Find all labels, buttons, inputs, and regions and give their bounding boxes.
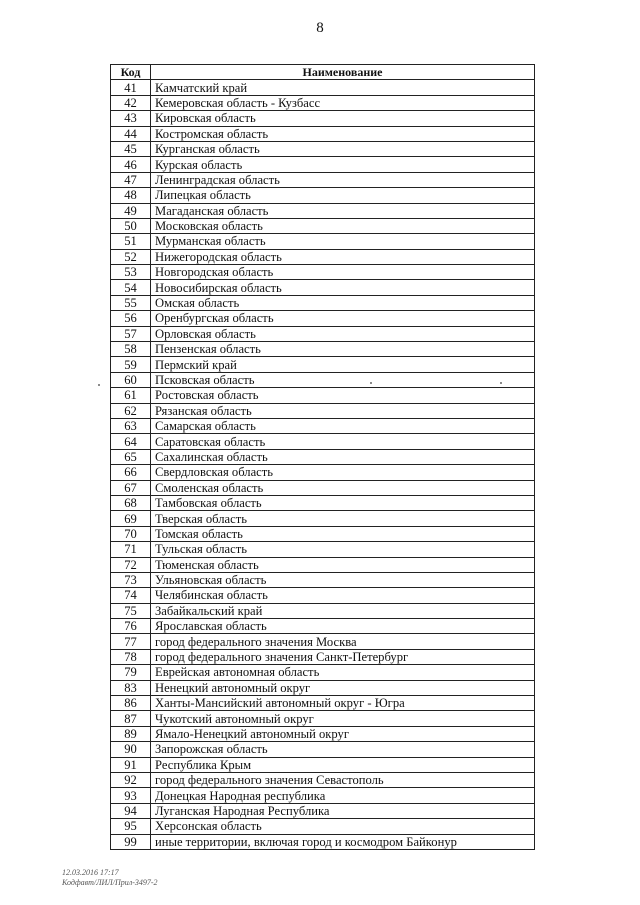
table-row <box>111 603 535 618</box>
region-code-cell: 43 <box>111 111 151 126</box>
table-row <box>111 495 535 510</box>
region-code-cell: 94 <box>111 803 151 818</box>
table-row <box>111 649 535 664</box>
table-row <box>111 111 535 126</box>
table-row <box>111 95 535 110</box>
region-name-cell: Магаданская область <box>151 203 535 218</box>
region-code-cell: 51 <box>111 234 151 249</box>
region-code-cell: 59 <box>111 357 151 372</box>
region-code-cell: 75 <box>111 603 151 618</box>
region-name-cell: Запорожская область <box>151 742 535 757</box>
region-name-cell: Саратовская область <box>151 434 535 449</box>
region-name-cell: Донецкая Народная республика <box>151 788 535 803</box>
region-code-cell: 70 <box>111 526 151 541</box>
region-code-cell: 50 <box>111 218 151 233</box>
region-code-cell: 91 <box>111 757 151 772</box>
table-row <box>111 234 535 249</box>
region-name-cell: Ленинградская область <box>151 172 535 187</box>
region-name-cell: Нижегородская область <box>151 249 535 264</box>
table-row <box>111 557 535 572</box>
table-row <box>111 188 535 203</box>
table-row <box>111 157 535 172</box>
region-name-cell: Орловская область <box>151 326 535 341</box>
region-name-cell: Забайкальский край <box>151 603 535 618</box>
region-name-cell: Тамбовская область <box>151 495 535 510</box>
table-row <box>111 480 535 495</box>
region-code-cell: 86 <box>111 696 151 711</box>
page-number: 8 <box>316 20 324 36</box>
region-code-cell: 78 <box>111 649 151 664</box>
scan-speck <box>98 384 100 386</box>
header-row <box>111 65 535 80</box>
header-name: Наименование <box>151 65 535 80</box>
region-code-cell: 57 <box>111 326 151 341</box>
region-name-cell: город федерального значения Севастополь <box>151 772 535 787</box>
table-row <box>111 141 535 156</box>
region-name-cell: Смоленская область <box>151 480 535 495</box>
region-name-cell: Мурманская область <box>151 234 535 249</box>
footer-timestamp: 12.03.2016 17:17 <box>62 868 119 877</box>
table-row <box>111 634 535 649</box>
region-name-cell: Ростовская область <box>151 388 535 403</box>
region-code-cell: 60 <box>111 372 151 387</box>
region-name-cell: Чукотский автономный округ <box>151 711 535 726</box>
region-name-cell: Тульская область <box>151 542 535 557</box>
region-name-cell: Псковская область <box>151 372 535 387</box>
table-row <box>111 680 535 695</box>
region-name-cell: Самарская область <box>151 418 535 433</box>
table-row <box>111 265 535 280</box>
table-row <box>111 280 535 295</box>
region-code-cell: 55 <box>111 295 151 310</box>
region-code-cell: 52 <box>111 249 151 264</box>
scan-speck <box>370 382 372 384</box>
region-name-cell: Еврейская автономная область <box>151 665 535 680</box>
region-code-cell: 58 <box>111 342 151 357</box>
table-row <box>111 665 535 680</box>
region-name-cell: Ханты-Мансийский автономный округ - Югра <box>151 696 535 711</box>
region-code-cell: 62 <box>111 403 151 418</box>
region-code-cell: 47 <box>111 172 151 187</box>
region-code-cell: 99 <box>111 834 151 849</box>
region-name-cell: Липецкая область <box>151 188 535 203</box>
table-row <box>111 342 535 357</box>
table-row <box>111 819 535 834</box>
region-name-cell: Ярославская область <box>151 619 535 634</box>
table-row <box>111 357 535 372</box>
footer-stamp <box>62 868 158 888</box>
region-name-cell: Сахалинская область <box>151 449 535 464</box>
table-row <box>111 388 535 403</box>
table-row <box>111 326 535 341</box>
region-name-cell: Тюменская область <box>151 557 535 572</box>
table-row <box>111 172 535 187</box>
region-name-cell: Новосибирская область <box>151 280 535 295</box>
table-row <box>111 542 535 557</box>
region-code-cell: 76 <box>111 619 151 634</box>
regions-table <box>110 64 535 850</box>
region-code-cell: 66 <box>111 465 151 480</box>
region-name-cell: Московская область <box>151 218 535 233</box>
region-code-cell: 69 <box>111 511 151 526</box>
table-row <box>111 788 535 803</box>
region-name-cell: Костромская область <box>151 126 535 141</box>
table-row <box>111 126 535 141</box>
table-row <box>111 418 535 433</box>
region-name-cell: Пермский край <box>151 357 535 372</box>
region-name-cell: Челябинская область <box>151 588 535 603</box>
table-row <box>111 372 535 387</box>
region-name-cell: Курганская область <box>151 141 535 156</box>
table-row <box>111 465 535 480</box>
table-row <box>111 403 535 418</box>
table-row <box>111 696 535 711</box>
table-row <box>111 726 535 741</box>
region-name-cell: Камчатский край <box>151 80 535 95</box>
region-name-cell: город федерального значения Москва <box>151 634 535 649</box>
region-code-cell: 64 <box>111 434 151 449</box>
table-row <box>111 572 535 587</box>
header-code: Код <box>111 65 151 80</box>
region-code-cell: 65 <box>111 449 151 464</box>
table-row <box>111 757 535 772</box>
region-code-cell: 42 <box>111 95 151 110</box>
table-row <box>111 742 535 757</box>
region-code-cell: 67 <box>111 480 151 495</box>
region-code-cell: 73 <box>111 572 151 587</box>
region-name-cell: Республика Крым <box>151 757 535 772</box>
region-name-cell: Омская область <box>151 295 535 310</box>
table-row <box>111 449 535 464</box>
region-code-cell: 61 <box>111 388 151 403</box>
table-row <box>111 619 535 634</box>
region-code-cell: 63 <box>111 418 151 433</box>
region-code-cell: 77 <box>111 634 151 649</box>
region-name-cell: Ульяновская область <box>151 572 535 587</box>
region-name-cell: иные территории, включая город и космодром Байконур <box>151 834 535 849</box>
table-row <box>111 803 535 818</box>
table-row <box>111 772 535 787</box>
footer-doc-ref: Кодфавт/ЛИЛ/Прил-3497-2 <box>62 878 158 887</box>
table-row <box>111 80 535 95</box>
region-code-cell: 56 <box>111 311 151 326</box>
region-code-cell: 72 <box>111 557 151 572</box>
region-name-cell: Пензенская область <box>151 342 535 357</box>
region-code-cell: 87 <box>111 711 151 726</box>
region-name-cell: Ямало-Ненецкий автономный округ <box>151 726 535 741</box>
region-name-cell: Ненецкий автономный округ <box>151 680 535 695</box>
region-code-cell: 89 <box>111 726 151 741</box>
region-code-cell: 46 <box>111 157 151 172</box>
table-row <box>111 295 535 310</box>
region-code-cell: 71 <box>111 542 151 557</box>
table-row <box>111 249 535 264</box>
region-name-cell: Луганская Народная Республика <box>151 803 535 818</box>
region-name-cell: Курская область <box>151 157 535 172</box>
region-name-cell: Кемеровская область - Кузбасс <box>151 95 535 110</box>
region-code-cell: 74 <box>111 588 151 603</box>
table-row <box>111 834 535 849</box>
region-code-cell: 54 <box>111 280 151 295</box>
scan-speck <box>500 382 502 384</box>
region-code-cell: 68 <box>111 495 151 510</box>
table-row <box>111 526 535 541</box>
region-name-cell: город федерального значения Санкт-Петербург <box>151 649 535 664</box>
table-row <box>111 203 535 218</box>
table-header <box>111 65 535 80</box>
region-code-cell: 53 <box>111 265 151 280</box>
table-body <box>111 80 535 850</box>
region-code-cell: 45 <box>111 141 151 156</box>
region-name-cell: Новгородская область <box>151 265 535 280</box>
region-code-cell: 44 <box>111 126 151 141</box>
region-code-cell: 90 <box>111 742 151 757</box>
region-code-cell: 41 <box>111 80 151 95</box>
region-code-cell: 95 <box>111 819 151 834</box>
region-name-cell: Томская область <box>151 526 535 541</box>
region-name-cell: Свердловская область <box>151 465 535 480</box>
region-code-cell: 48 <box>111 188 151 203</box>
table-row <box>111 434 535 449</box>
region-code-cell: 83 <box>111 680 151 695</box>
table-row <box>111 711 535 726</box>
table-row <box>111 218 535 233</box>
table-row <box>111 588 535 603</box>
region-code-cell: 93 <box>111 788 151 803</box>
region-name-cell: Рязанская область <box>151 403 535 418</box>
table-row <box>111 311 535 326</box>
region-name-cell: Кировская область <box>151 111 535 126</box>
region-code-cell: 92 <box>111 772 151 787</box>
table-row <box>111 511 535 526</box>
region-name-cell: Оренбургская область <box>151 311 535 326</box>
region-code-cell: 49 <box>111 203 151 218</box>
region-name-cell: Тверская область <box>151 511 535 526</box>
region-name-cell: Херсонская область <box>151 819 535 834</box>
region-code-cell: 79 <box>111 665 151 680</box>
